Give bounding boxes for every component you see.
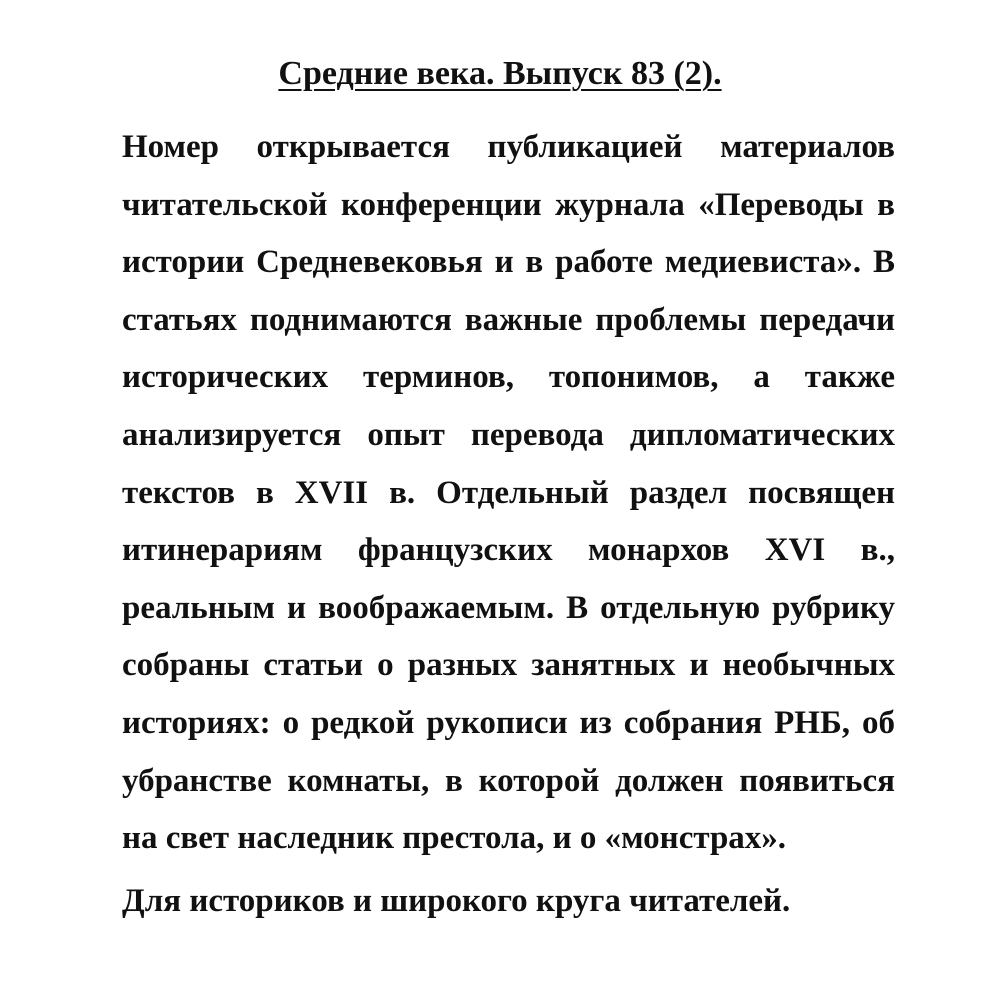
document-title: Средние века. Выпуск 83 (2). [278, 55, 722, 92]
annotation-paragraph: Номер открывается публикацией материалов читательской конференции журнала «Переводы в истории Средневековья и в работе медиевиста». В статьях поднимаются важные проблемы передачи исторических терминов, топонимов, а также анализируется опыт перевода дипломатических текстов в XVII в. Отдельный раздел посвящен итинерариям французских монархов XVI в., реальным и воображаемым. В отдельную рубрику собраны статьи о разных занятных и необычных историях: о редкой рукописи из собрания РНБ, об убранстве комнаты, в которой должен появиться на свет наследник престола, и о «монстрах». [122, 129, 895, 857]
audience-note: Для историков и широкого круга читателей. [122, 883, 791, 919]
